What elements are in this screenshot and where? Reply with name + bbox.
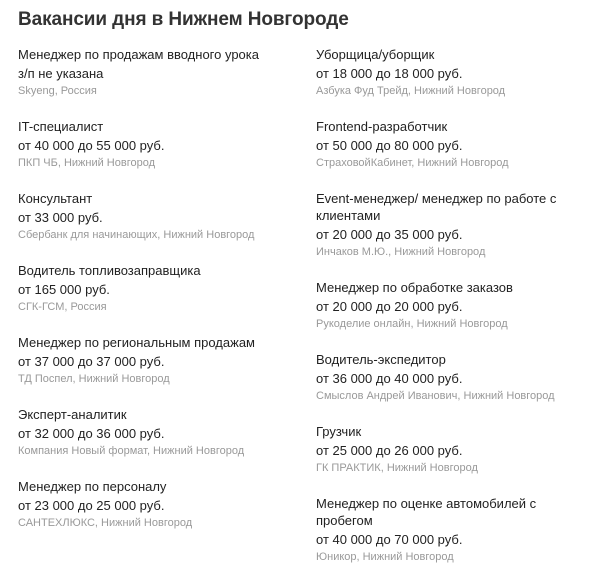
vacancy-company-location: СГК-ГСМ, Россия	[18, 301, 107, 313]
vacancy-item	[18, 118, 316, 171]
vacancy-salary: от 18 000 до 18 000 руб.	[316, 66, 463, 81]
vacancy-company-location: СтраховойКабинет, Нижний Новгород	[316, 157, 509, 169]
vacancy-item	[316, 351, 576, 404]
vacancy-company-location: Рукоделие онлайн, Нижний Новгород	[316, 318, 508, 330]
vacancy-column-right	[316, 46, 576, 584]
vacancy-item	[316, 190, 576, 260]
vacancy-title-link[interactable]: Водитель-экспедитор	[316, 352, 446, 367]
vacancy-company-location: Компания Новый формат, Нижний Новгород	[18, 445, 245, 457]
vacancy-company-location: Смыслов Андрей Иванович, Нижний Новгород	[316, 390, 555, 402]
vacancy-salary: от 40 000 до 70 000 руб.	[316, 532, 463, 547]
vacancy-salary: от 23 000 до 25 000 руб.	[18, 498, 165, 513]
vacancy-item	[18, 406, 316, 459]
vacancy-columns	[18, 46, 600, 584]
vacancy-company-location: САНТЕХЛЮКС, Нижний Новгород	[18, 517, 193, 529]
vacancy-company-location: ГК ПРАКТИК, Нижний Новгород	[316, 462, 478, 474]
vacancy-title-link[interactable]: Консультант	[18, 191, 93, 206]
vacancy-title-link[interactable]: Менеджер по продажам вводного урока	[18, 47, 259, 62]
vacancy-title-link[interactable]: Эксперт-аналитик	[18, 407, 127, 422]
vacancy-company-location: Skyeng, Россия	[18, 85, 97, 97]
vacancy-company-location: ТД Поспел, Нижний Новгород	[18, 373, 170, 385]
vacancy-salary: от 33 000 руб.	[18, 210, 103, 225]
vacancy-title-link[interactable]: Менеджер по региональным продажам	[18, 335, 255, 350]
vacancy-salary: от 40 000 до 55 000 руб.	[18, 138, 165, 153]
vacancy-title-link[interactable]: Event-менеджер/ менеджер по работе с клиентами	[316, 191, 557, 223]
vacancy-company-location: Юникор, Нижний Новгород	[316, 551, 454, 563]
vacancy-salary: от 36 000 до 40 000 руб.	[316, 371, 463, 386]
vacancy-item	[18, 262, 316, 315]
vacancy-company-location: Азбука Фуд Трейд, Нижний Новгород	[316, 85, 506, 97]
vacancy-title-link[interactable]: Уборщица/уборщик	[316, 47, 435, 62]
vacancy-item	[316, 279, 576, 332]
vacancy-salary: от 20 000 до 20 000 руб.	[316, 299, 463, 314]
vacancy-title-link[interactable]: Водитель топливозаправщика	[18, 263, 201, 278]
vacancy-item	[18, 478, 316, 531]
vacancy-item	[316, 118, 576, 171]
vacancy-salary: от 165 000 руб.	[18, 282, 110, 297]
page-title: Вакансии дня в Нижнем Новгороде	[18, 9, 349, 30]
vacancy-title-link[interactable]: Менеджер по оценке автомобилей с пробегом	[316, 496, 537, 528]
vacancy-title-link[interactable]: Frontend-разработчик	[316, 119, 448, 134]
vacancy-title-link[interactable]: Грузчик	[316, 424, 362, 439]
vacancy-column-left	[18, 46, 316, 584]
vacancy-item	[316, 495, 576, 565]
vacancy-company-location: Инчаков М.Ю., Нижний Новгород	[316, 246, 486, 258]
vacancy-salary: от 25 000 до 26 000 руб.	[316, 443, 463, 458]
vacancy-title-link[interactable]: Менеджер по обработке заказов	[316, 280, 513, 295]
vacancy-item	[18, 46, 316, 99]
vacancy-item	[316, 46, 576, 99]
vacancy-company-location: Сбербанк для начинающих, Нижний Новгород	[18, 229, 255, 241]
vacancy-title-link[interactable]: Менеджер по персоналу	[18, 479, 167, 494]
vacancy-title-link[interactable]: IT-специалист	[18, 119, 104, 134]
vacancy-salary: от 32 000 до 36 000 руб.	[18, 426, 165, 441]
vacancy-item	[18, 190, 316, 243]
vacancy-item	[18, 334, 316, 387]
vacancy-salary: от 37 000 до 37 000 руб.	[18, 354, 165, 369]
vacancy-salary: от 50 000 до 80 000 руб.	[316, 138, 463, 153]
vacancy-salary: от 20 000 до 35 000 руб.	[316, 227, 463, 242]
vacancy-salary: з/п не указана	[18, 66, 104, 81]
vacancy-item	[316, 423, 576, 476]
vacancy-company-location: ПКП ЧБ, Нижний Новгород	[18, 157, 156, 169]
